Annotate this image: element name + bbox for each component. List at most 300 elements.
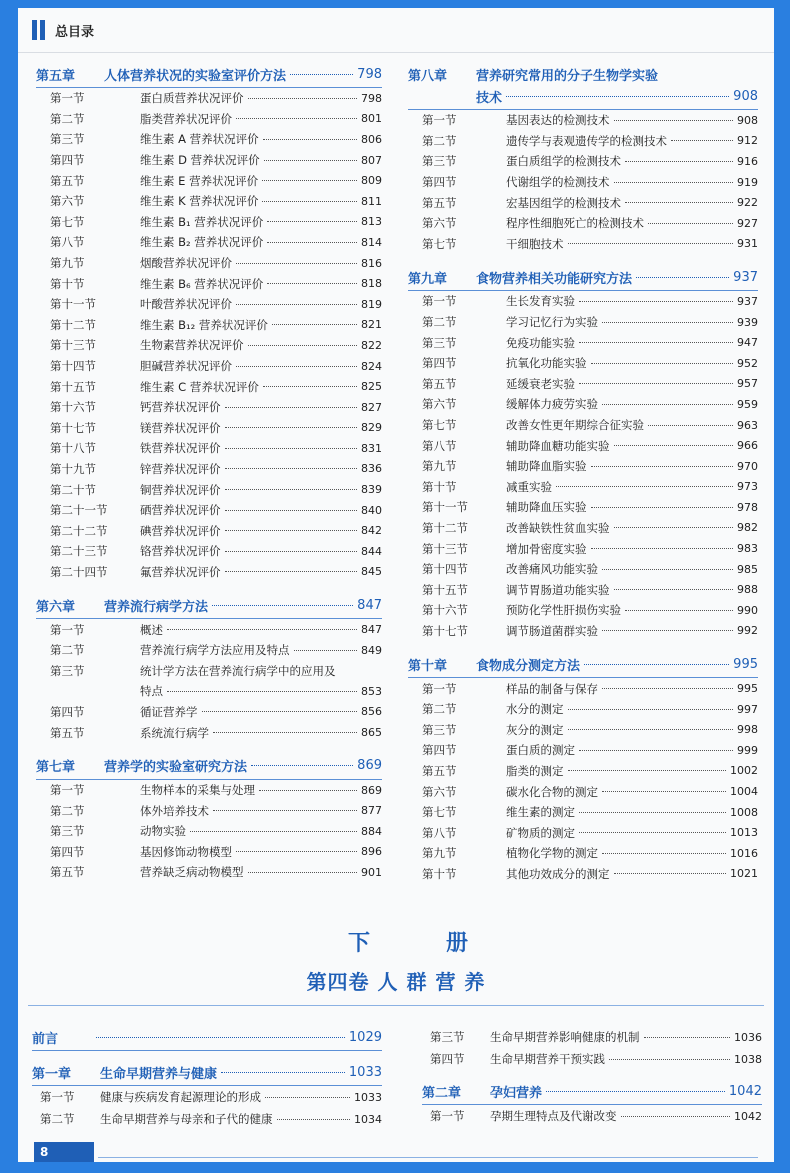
toc-section-entry xyxy=(36,150,382,171)
volume-title: 第四卷 人 群 营 养 xyxy=(306,970,486,994)
section-page: 998 xyxy=(737,723,758,737)
section-title: 钙营养状况评价 xyxy=(140,400,221,415)
leader-dots xyxy=(614,589,734,590)
section-page: 1008 xyxy=(730,805,758,819)
toc-section-entry xyxy=(36,335,382,356)
section-number: 第十六节 xyxy=(422,603,468,618)
section-page: 836 xyxy=(361,462,382,476)
section-title: 生命早期营养干预实践 xyxy=(490,1052,605,1066)
leader-dots xyxy=(584,664,729,665)
leader-dots xyxy=(236,851,357,852)
leader-dots xyxy=(636,277,729,278)
leader-dots xyxy=(96,1037,345,1038)
volume-divider xyxy=(28,1005,764,1006)
section-number: 第四节 xyxy=(422,356,457,371)
toc-section-entry xyxy=(36,88,382,109)
section-title: 铬营养状况评价 xyxy=(140,544,221,559)
section-number: 第五节 xyxy=(422,376,457,391)
toc-section-entry xyxy=(408,802,758,823)
leader-dots xyxy=(225,551,358,552)
toc-section-entry xyxy=(36,722,382,743)
section-number: 第七节 xyxy=(422,236,457,251)
toc-chapter-entry xyxy=(36,755,382,777)
section-page: 919 xyxy=(737,175,758,189)
section-number: 第一节 xyxy=(422,681,457,696)
section-number: 第三节 xyxy=(422,722,457,737)
section-number: 第三节 xyxy=(422,335,457,350)
section-page: 840 xyxy=(361,503,382,517)
toc-section-entry xyxy=(36,438,382,459)
toc-section-entry xyxy=(36,356,382,377)
chapter-title: 营养流行病学方法 xyxy=(104,599,209,615)
chapter-title: 食物营养相关功能研究方法 xyxy=(476,271,633,287)
leader-dots xyxy=(167,691,357,692)
chapter-number: 第六章 xyxy=(36,599,76,615)
section-number: 第四节 xyxy=(422,175,457,190)
leader-dots xyxy=(614,182,734,183)
header-bars-icon xyxy=(32,20,45,40)
section-page: 896 xyxy=(361,845,382,859)
section-number: 第十三节 xyxy=(422,541,468,556)
leader-dots xyxy=(225,530,358,531)
chapter-page: 908 xyxy=(733,88,758,104)
toc-section-entry xyxy=(36,253,382,274)
section-title: 抗氧化功能实验 xyxy=(506,356,587,371)
section-page: 988 xyxy=(737,583,758,597)
toc-section-entry xyxy=(408,621,758,642)
toc-section-entry xyxy=(36,315,382,336)
section-title: 植物化学物的测定 xyxy=(506,846,598,861)
leader-dots xyxy=(267,242,357,243)
section-number: 第一节 xyxy=(50,622,85,637)
toc-right-column xyxy=(408,63,758,884)
section-title: 改善女性更年期综合征实验 xyxy=(506,418,644,433)
section-page: 978 xyxy=(737,500,758,514)
toc-chapter-entry xyxy=(36,594,382,616)
toc-chapter-entry xyxy=(36,63,382,85)
leader-dots xyxy=(579,383,733,384)
section-title: 生物样本的采集与处理 xyxy=(140,783,255,798)
toc-section-entry xyxy=(36,842,382,863)
section-number: 第十四节 xyxy=(50,359,96,374)
section-title: 矿物质的测定 xyxy=(506,825,575,840)
section-page: 922 xyxy=(737,196,758,210)
section-title: 维生素 K 营养状况评价 xyxy=(140,194,259,209)
toc-section-entry xyxy=(422,1026,762,1048)
toc-section-entry xyxy=(408,864,758,885)
leader-dots xyxy=(602,404,733,405)
leader-dots xyxy=(225,448,358,449)
section-number: 第三节 xyxy=(50,132,85,147)
section-number: 第十一节 xyxy=(422,500,468,515)
leader-dots xyxy=(277,1119,351,1120)
leader-dots xyxy=(556,486,733,487)
section-title: 统计学方法在营养流行病学中的应用及 xyxy=(140,663,336,678)
section-page: 839 xyxy=(361,483,382,497)
toc-section-continuation xyxy=(36,681,382,702)
leader-dots xyxy=(591,363,734,364)
toc-section-entry xyxy=(36,800,382,821)
section-number: 第二节 xyxy=(422,133,457,148)
toc-section-entry xyxy=(36,619,382,640)
toc-section-entry xyxy=(36,294,382,315)
section-number: 第九节 xyxy=(422,459,457,474)
section-page: 982 xyxy=(737,521,758,535)
section-page: 992 xyxy=(737,624,758,638)
section-title: 孕期生理特点及代谢改变 xyxy=(490,1109,617,1123)
leader-dots xyxy=(625,202,733,203)
leader-dots xyxy=(506,96,729,97)
toc-section-entry xyxy=(32,1086,382,1108)
leader-dots xyxy=(614,120,734,121)
section-page: 1004 xyxy=(730,785,758,799)
toc-section-entry xyxy=(36,418,382,439)
toc-section-entry xyxy=(408,234,758,255)
leader-dots xyxy=(272,324,357,325)
section-number: 第二节 xyxy=(422,315,457,330)
chapter-number: 第十章 xyxy=(408,658,448,674)
leader-dots xyxy=(262,180,357,181)
section-page: 1002 xyxy=(730,764,758,778)
section-page: 811 xyxy=(361,194,382,208)
section-number: 第七节 xyxy=(422,805,457,820)
section-number: 第九节 xyxy=(422,846,457,861)
leader-dots xyxy=(625,610,733,611)
section-number: 第二节 xyxy=(422,702,457,717)
toc-section-entry xyxy=(408,131,758,152)
section-number: 第五节 xyxy=(422,763,457,778)
section-title: 生命早期营养与母亲和子代的健康 xyxy=(100,1112,273,1126)
leader-dots xyxy=(225,489,358,490)
toc-section-entry xyxy=(36,862,382,883)
leader-dots xyxy=(248,872,358,873)
section-title: 铜营养状况评价 xyxy=(140,482,221,497)
toc-section-entry xyxy=(408,312,758,333)
section-page: 849 xyxy=(361,643,382,657)
section-number: 第二十节 xyxy=(50,482,96,497)
section-number: 第一节 xyxy=(422,294,457,309)
section-page: 931 xyxy=(737,237,758,251)
toc-section-entry xyxy=(408,822,758,843)
section-number: 第七节 xyxy=(50,214,85,229)
toc-section-entry xyxy=(408,740,758,761)
leader-dots xyxy=(546,1091,725,1092)
header-divider xyxy=(18,52,774,53)
toc-section-entry xyxy=(408,151,758,172)
leader-dots xyxy=(290,74,353,75)
leader-dots xyxy=(221,1072,345,1073)
section-number: 第六节 xyxy=(422,216,457,231)
toc-section-entry xyxy=(408,435,758,456)
section-page: 819 xyxy=(361,297,382,311)
toc-section-entry xyxy=(36,191,382,212)
leader-dots xyxy=(236,366,357,367)
leader-dots xyxy=(248,98,358,99)
section-page: 1021 xyxy=(730,867,758,881)
section-title: 维生素 D 营养状况评价 xyxy=(140,153,260,168)
section-title: 生命早期营养影响健康的机制 xyxy=(490,1030,640,1044)
section-page: 824 xyxy=(361,359,382,373)
section-page: 1042 xyxy=(734,1109,762,1123)
toc-section-entry xyxy=(36,273,382,294)
section-title: 干细胞技术 xyxy=(506,236,564,251)
section-title: 概述 xyxy=(140,622,163,637)
leader-dots xyxy=(225,407,358,408)
section-number: 第二十三节 xyxy=(50,544,108,559)
leader-dots xyxy=(602,688,733,689)
section-number: 第十节 xyxy=(422,866,457,881)
section-number: 第二节 xyxy=(40,1112,75,1126)
section-number: 第二节 xyxy=(50,803,85,818)
leader-dots xyxy=(671,140,733,141)
section-number: 第三节 xyxy=(422,154,457,169)
section-title: 维生素的测定 xyxy=(506,805,575,820)
toc-section-entry xyxy=(408,291,758,312)
chapter-number: 第二章 xyxy=(422,1085,462,1101)
chapter-title: 食物成分测定方法 xyxy=(476,658,581,674)
toc-section-entry xyxy=(408,699,758,720)
leader-dots xyxy=(267,283,357,284)
toc-chapter-entry xyxy=(408,653,758,675)
toc-chapter-entry xyxy=(408,266,758,288)
section-title: 铁营养状况评价 xyxy=(140,441,221,456)
toc-section-entry xyxy=(36,170,382,191)
section-title: 调节肠道菌群实验 xyxy=(506,623,598,638)
section-page: 801 xyxy=(361,112,382,126)
toc-section-entry xyxy=(408,518,758,539)
chapter-page: 1029 xyxy=(348,1029,382,1045)
chapter-number: 前言 xyxy=(32,1031,59,1047)
section-number: 第十五节 xyxy=(422,582,468,597)
section-title: 辅助降血糖功能实验 xyxy=(506,438,610,453)
chapter-number: 第八章 xyxy=(408,68,448,84)
section-page: 983 xyxy=(737,542,758,556)
section-title: 生物素营养状况评价 xyxy=(140,338,244,353)
leader-dots xyxy=(225,571,358,572)
section-title: 遗传学与表观遗传学的检测技术 xyxy=(506,133,667,148)
section-title: 维生素 E 营养状况评价 xyxy=(140,173,259,188)
header-title: 总目录 xyxy=(55,24,95,40)
leader-dots xyxy=(262,201,357,202)
toc-section-entry xyxy=(408,332,758,353)
section-number: 第三节 xyxy=(430,1030,465,1044)
section-page: 822 xyxy=(361,338,382,352)
section-page: 827 xyxy=(361,400,382,414)
section-title: 碳水化合物的测定 xyxy=(506,784,598,799)
leader-dots xyxy=(212,605,353,606)
leader-dots xyxy=(568,729,734,730)
leader-dots xyxy=(568,709,734,710)
section-title: 其他功效成分的测定 xyxy=(506,866,610,881)
chapter-page: 798 xyxy=(357,66,382,82)
leader-dots xyxy=(263,139,357,140)
section-number: 第六节 xyxy=(50,194,85,209)
section-page: 957 xyxy=(737,377,758,391)
section-page: 844 xyxy=(361,544,382,558)
section-number: 第二十二节 xyxy=(50,523,108,538)
section-title: 碘营养状况评价 xyxy=(140,523,221,538)
section-title: 胆碱营养状况评价 xyxy=(140,359,232,374)
section-title: 预防化学性肝损伤实验 xyxy=(506,603,621,618)
part-xia: 下 xyxy=(348,931,371,956)
leader-dots xyxy=(579,301,733,302)
leader-dots xyxy=(579,750,733,751)
section-number: 第一节 xyxy=(40,1090,75,1104)
toc-section-entry xyxy=(36,459,382,480)
section-page: 908 xyxy=(737,113,758,127)
leader-dots xyxy=(614,527,734,528)
section-number: 第四节 xyxy=(430,1052,465,1066)
toc-section-entry xyxy=(408,497,758,518)
section-number: 第八节 xyxy=(422,825,457,840)
section-title: 生长发育实验 xyxy=(506,294,575,309)
section-number: 第三节 xyxy=(50,824,85,839)
leader-dots xyxy=(236,263,357,264)
leader-dots xyxy=(248,345,358,346)
leader-dots xyxy=(251,765,353,766)
leader-dots xyxy=(648,425,733,426)
toc-section-entry xyxy=(36,702,382,723)
chapter-page: 847 xyxy=(357,597,382,613)
leader-dots xyxy=(225,510,358,511)
chapter-page: 1033 xyxy=(348,1064,382,1080)
section-page: 901 xyxy=(361,865,382,879)
section-title: 动物实验 xyxy=(140,824,186,839)
section-number: 第十九节 xyxy=(50,461,96,476)
leader-dots xyxy=(602,853,726,854)
section-number: 第四节 xyxy=(50,844,85,859)
toc-bottom-left xyxy=(32,1026,382,1130)
section-title: 延缓衰老实验 xyxy=(506,376,575,391)
section-number: 第十节 xyxy=(50,276,85,291)
chapter-title: 孕妇营养 xyxy=(490,1085,543,1101)
chapter-number: 第五章 xyxy=(36,68,76,84)
leader-dots xyxy=(264,160,357,161)
toc-section-entry xyxy=(36,500,382,521)
section-number: 第十四节 xyxy=(422,562,468,577)
section-number: 第十五节 xyxy=(50,379,96,394)
section-page: 829 xyxy=(361,421,382,435)
section-title: 样品的制备与保存 xyxy=(506,681,598,696)
section-title: 蛋白质的测定 xyxy=(506,743,575,758)
section-title: 调节胃肠道功能实验 xyxy=(506,582,610,597)
section-page: 884 xyxy=(361,824,382,838)
section-number: 第十二节 xyxy=(50,317,96,332)
toc-section-entry xyxy=(36,479,382,500)
leader-dots xyxy=(579,342,733,343)
toc-section-entry xyxy=(32,1108,382,1130)
section-page: 813 xyxy=(361,215,382,229)
leader-dots xyxy=(568,243,734,244)
section-title: 缓解体力疲劳实验 xyxy=(506,397,598,412)
toc-section-entry xyxy=(408,394,758,415)
toc-chapter-entry xyxy=(422,1080,762,1102)
toc-left-column xyxy=(36,63,382,883)
chapter-number: 第一章 xyxy=(32,1066,72,1082)
section-page: 963 xyxy=(737,418,758,432)
section-page: 970 xyxy=(737,459,758,473)
toc-bottom-right xyxy=(422,1026,762,1127)
toc-section-entry xyxy=(36,232,382,253)
leader-dots xyxy=(225,468,358,469)
section-title: 系统流行病学 xyxy=(140,725,209,740)
leader-dots xyxy=(568,770,727,771)
chapter-title: 技术 xyxy=(476,90,503,106)
section-number: 第十节 xyxy=(422,479,457,494)
toc-section-entry xyxy=(422,1105,762,1127)
section-number: 第十七节 xyxy=(422,623,468,638)
leader-dots xyxy=(609,1059,730,1060)
toc-section-entry xyxy=(36,660,382,681)
section-number: 第一节 xyxy=(50,783,85,798)
page-header xyxy=(32,18,94,42)
toc-section-entry xyxy=(36,520,382,541)
section-number: 第二十一节 xyxy=(50,503,108,518)
section-title: 健康与疾病发育起源理论的形成 xyxy=(100,1090,261,1104)
section-page: 997 xyxy=(737,702,758,716)
section-page: 937 xyxy=(737,294,758,308)
section-title: 营养流行病学方法应用及特点 xyxy=(140,643,290,658)
leader-dots xyxy=(602,322,733,323)
section-number: 第三节 xyxy=(50,663,85,678)
section-title: 改善缺铁性贫血实验 xyxy=(506,520,610,535)
section-page: 973 xyxy=(737,480,758,494)
section-number: 第四节 xyxy=(50,704,85,719)
leader-dots xyxy=(591,507,734,508)
chapter-number: 第九章 xyxy=(408,271,448,287)
chapter-title: 生命早期营养与健康 xyxy=(100,1066,218,1082)
section-number: 第五节 xyxy=(50,173,85,188)
toc-section-entry xyxy=(408,110,758,131)
section-number: 第二节 xyxy=(50,111,85,126)
toc-section-entry xyxy=(408,600,758,621)
section-page: 947 xyxy=(737,336,758,350)
leader-dots xyxy=(614,445,734,446)
section-number: 第十二节 xyxy=(422,520,468,535)
section-page: 959 xyxy=(737,397,758,411)
toc-section-entry xyxy=(408,559,758,580)
section-page: 806 xyxy=(361,132,382,146)
section-page: 916 xyxy=(737,154,758,168)
section-number: 第五节 xyxy=(50,725,85,740)
section-number: 第一节 xyxy=(50,91,85,106)
toc-section-entry xyxy=(36,780,382,801)
leader-dots xyxy=(167,629,357,630)
chapter-page: 995 xyxy=(733,656,758,672)
section-page: 856 xyxy=(361,705,382,719)
leader-dots xyxy=(648,223,733,224)
section-title: 维生素 B₆ 营养状况评价 xyxy=(140,276,264,291)
toc-section-entry xyxy=(36,212,382,233)
leader-dots xyxy=(591,466,734,467)
section-title: 免疫功能实验 xyxy=(506,335,575,350)
toc-section-entry xyxy=(36,129,382,150)
section-number: 第十三节 xyxy=(50,338,96,353)
part-ce: 册 xyxy=(445,931,468,956)
toc-chapter-entry xyxy=(32,1026,382,1048)
toc-chapter-entry xyxy=(408,63,758,85)
section-title: 程序性细胞死亡的检测技术 xyxy=(506,216,644,231)
section-title: 氟营养状况评价 xyxy=(140,564,221,579)
section-title: 特点 xyxy=(140,684,163,699)
toc-chapter-entry xyxy=(32,1061,382,1083)
section-title: 营养缺乏病动物模型 xyxy=(140,865,244,880)
chapter-page: 937 xyxy=(733,269,758,285)
section-number: 第五节 xyxy=(422,195,457,210)
section-page: 1033 xyxy=(354,1090,382,1104)
section-number: 第八节 xyxy=(50,235,85,250)
chapter-page: 869 xyxy=(357,758,382,774)
